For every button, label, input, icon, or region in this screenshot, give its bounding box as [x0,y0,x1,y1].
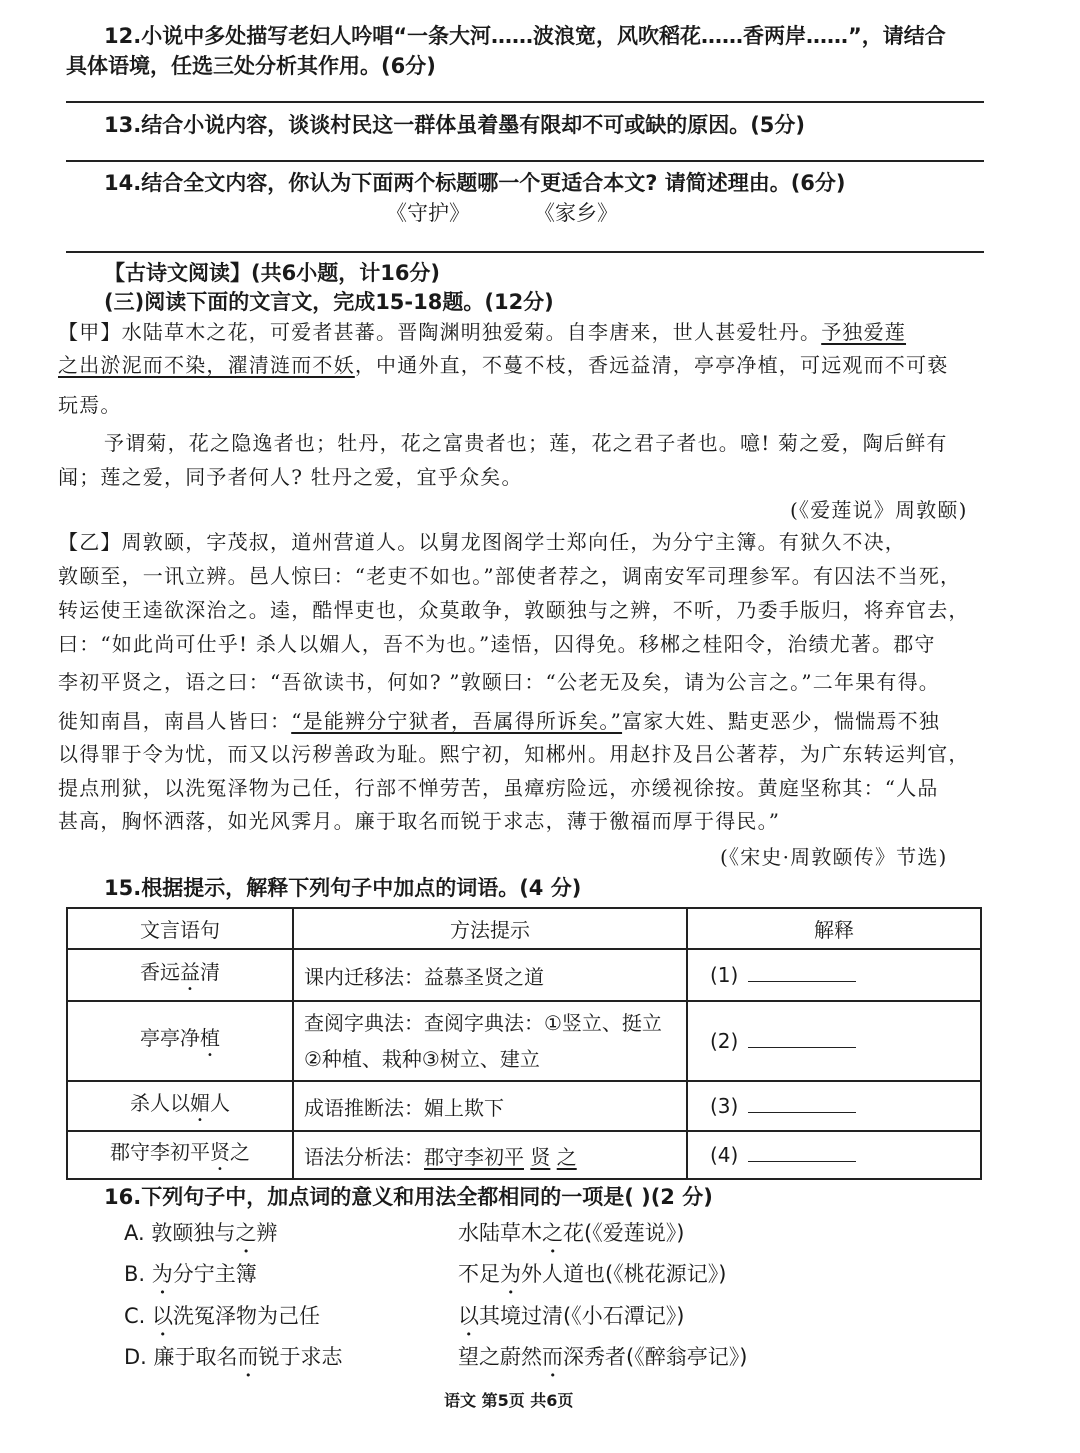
title-option-b: 《家乡》 [534,201,618,225]
question-12-line-1: 12.小说中多处描写老妇人吟唱“一条大河……波浪宽，风吹稻花……香两岸……”，请结合 [104,24,946,48]
answer-line [66,251,984,253]
title-option-a: 《守护》 [386,201,470,225]
dotted-word: 植 [200,1025,220,1050]
jia-text: 【甲】水陆草木之花，可爱者甚蕃。晋陶渊明独爱菊。自李唐来，世人甚爱牡丹。 [58,320,822,344]
option-b-left: B. 为分宁主簿 [124,1262,257,1286]
yi-underlined-text: “是能辨分宁狱者，吾属得所诉矣。” [291,709,623,733]
header-method: 方法提示 [293,908,687,949]
question-16: 16.下列句子中，加点词的意义和用法全都相同的一项是( )(2 分) [104,1185,713,1209]
yi-source: (《宋史·周敦颐传》节选) [720,845,948,869]
answer-blank[interactable] [748,1031,856,1048]
sentence-cell: 杀人以媚人 [67,1081,293,1131]
table-row [67,1131,981,1179]
table-header-row [67,908,981,949]
vocab-table [66,907,982,1180]
answer-cell [687,949,981,1001]
yi-line-9: 甚高，胸怀洒落，如光风霁月。廉于取名而锐于求志，薄于徼福而厚于得民。” [58,809,781,833]
yi-line-6 [58,711,940,731]
table-row [67,1081,981,1131]
jia-underlined-text: 之出淤泥而不染，濯清涟而不妖 [58,353,355,377]
method-cell: 成语推断法：媚上欺下 [293,1081,687,1131]
dotted-word: 贤 [210,1139,230,1164]
table-row [67,1001,981,1081]
dotted-word: 益 [180,959,200,984]
header-sentence: 文言语句 [67,908,293,949]
option-a-right: 水陆草木之花(《爱莲说》) [458,1221,685,1245]
table-row [67,949,981,1001]
header-explanation: 解释 [687,908,981,949]
option-d-left: D. 廉于取名而锐于求志 [124,1345,343,1369]
jia-line-1 [58,322,906,342]
section-subheading: (三)阅读下面的文言文，完成15-18题。(12分) [104,290,554,314]
question-14: 14.结合全文内容，你认为下面两个标题哪一个更适合本文? 请简述理由。(6分) [104,171,846,195]
section-heading: 【古诗文阅读】(共6小题，计16分) [104,261,441,285]
option-d-right: 望之蔚然而深秀者(《醉翁亭记》) [458,1345,748,1369]
yi-text: 富家大姓、黠吏恶少，惴惴焉不独 [622,709,941,733]
method-cell: 语法分析法：郡守李初平 贤 之 [293,1131,687,1179]
sentence-cell: 郡守李初平贤之 [67,1131,293,1179]
jia-line-4: 予谓菊，花之隐逸者也；牡丹，花之富贵者也；莲，花之君子者也。噫! 菊之爱，陶后鲜有 [104,431,948,455]
answer-cell [687,1131,981,1179]
jia-text: ，中通外直，不蔓不枝，香远益清，亭亭净植，可远观而不可亵 [354,353,949,377]
answer-number: (2) [710,1029,739,1053]
option-c-left: C. 以洗冤泽物为己任 [124,1304,321,1328]
method-cell: 查阅字典法：查阅字典法：①竖立、挺立 ②种植、栽种③树立、建立 [293,1001,687,1081]
answer-line [66,160,984,162]
yi-line-5: 李初平贤之，语之曰：“吾欲读书，何如? ”敦颐曰：“公老无及矣，请为公言之。”二年果有得。 [58,670,940,694]
answer-number: (1) [710,963,739,987]
answer-cell [687,1081,981,1131]
yi-line-4: 曰：“如此尚可仕乎! 杀人以媚人，吾不为也。”逵悟，囚得免。移郴之桂阳令，治绩尤著。郡守 [58,632,936,656]
jia-line-2 [58,355,948,375]
option-c-right: 以其境过清(《小石潭记》) [458,1304,685,1328]
answer-cell [687,1001,981,1081]
dotted-word: 媚 [190,1090,210,1115]
jia-line-3: 玩焉。 [58,393,122,417]
option-b-right: 不足为外人道也(《桃花源记》) [458,1262,727,1286]
answer-number: (4) [710,1143,739,1167]
option-a-left: A. 敦颐独与之辨 [124,1221,278,1245]
answer-number: (3) [710,1094,739,1118]
yi-line-7: 以得罪于令为忧，而又以污秽善政为耻。熙宁初，知郴州。用赵抃及吕公著荐，为广东转运判官， [58,742,970,766]
question-12-line-2: 具体语境，任选三处分析其作用。(6分) [66,54,436,78]
answer-line [66,101,984,103]
jia-source: (《爱莲说》周敦颐) [790,498,968,522]
yi-line-3: 转运使王逵欲深治之。逵，酷悍吏也，众莫敢争，敦颐独与之辨，不听，乃委手版归，将弃官去， [58,598,970,622]
yi-line-1: 【乙】周敦颐，字茂叔，道州营道人。以舅龙图阁学士郑向任，为分宁主簿。有狱久不决， [58,530,906,554]
jia-underlined-text: 予独爱莲 [821,320,907,344]
question-13: 13.结合小说内容，谈谈村民这一群体虽着墨有限却不可或缺的原因。(5分) [104,113,806,137]
jia-line-5: 闻；莲之爱，同予者何人? 牡丹之爱，宜乎众矣。 [58,465,523,489]
yi-line-8: 提点刑狱，以洗冤泽物为己任，行部不惮劳苦，虽瘴疠险远，亦缓视徐按。黄庭坚称其：“人品 [58,776,939,800]
sentence-cell: 香远益清 [67,949,293,1001]
answer-blank[interactable] [748,965,856,982]
page-footer: 语文 第5页 共6页 [444,1391,574,1410]
method-cell: 课内迁移法：益慕圣贤之道 [293,949,687,1001]
question-15: 15.根据提示，解释下列句子中加点的词语。(4 分) [104,876,582,900]
yi-text: 徙知南昌，南昌人皆曰： [58,709,292,733]
sentence-cell: 亭亭净植 [67,1001,293,1081]
yi-line-2: 敦颐至，一讯立辨。邑人惊曰：“老吏不如也。”部使者荐之，调南安军司理参军。有囚法不当死， [58,564,962,588]
answer-blank[interactable] [748,1145,856,1162]
answer-blank[interactable] [748,1096,856,1113]
